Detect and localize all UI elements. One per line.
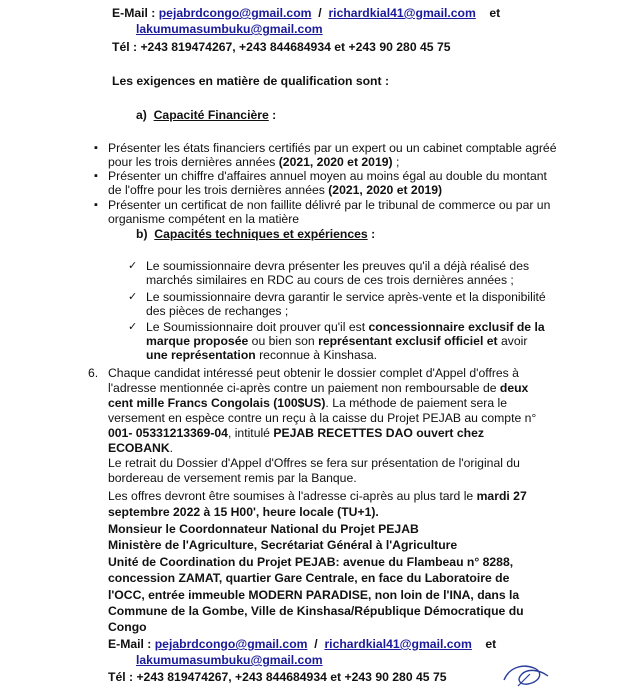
email-separator: / [314,637,318,651]
requirements-title: Les exigences en matière de qualification sont : [112,74,390,88]
item-6-line-4: versement en espèce contre un reçu à la caisse du Projet PEJAB au compte n° [108,411,537,425]
top-email-line [112,6,500,21]
square-bullet-icon: ▪ [94,142,98,154]
email-link-richard[interactable]: richardkial41@gmail.com [324,637,472,651]
item-6-line-7: Le retrait du Dossier d'Appel d'Offres se fera sur présentation de l'original du [108,456,520,470]
top-email-line-2 [136,22,323,37]
item-6-line-3: cent mille Francs Congolais (100$US). La méthode de paiement sera le [108,396,507,410]
checkmark-icon: ✓ [128,291,138,303]
section-a-label: a) [136,108,147,122]
email-link-pejab[interactable]: pejabrdcongo@gmail.com [158,6,312,20]
item-6-number: 6. [88,366,99,380]
section-a-item-2-line-2: de l'offre pour les trois dernières années (2021, 2020 et 2019) [108,183,443,197]
section-b-label: b) [136,227,148,241]
item-6-line-10: septembre 2022 à 15 H00', heure locale (TU+1). [108,505,379,519]
section-b-item-1-line-1: Le soumissionnaire devra présenter les preuves qu'il a déjà réalisé des [146,259,530,273]
item-6-line-17: Congo [108,620,147,634]
email-label: E-Mail : [112,6,156,20]
section-a-item-1-line-2: pour les trois dernières années (2021, 2020 et 2019) ; [108,155,400,169]
section-b-item-1-line-2: marchés similaires en RDC au cours de ces trois dernières années ; [146,273,514,287]
email-link-richard[interactable]: richardkial41@gmail.com [328,6,476,20]
item-6-line-8: bordereau de versement remis par la Banque. [108,471,357,485]
top-phone-line: Tél : +243 819474267, +243 844684934 et +243 90 280 45 75 [112,40,451,54]
section-a-item-3-line-1: Présenter un certificat de non faillite délivré par le tribunal de commerce ou par un [108,198,551,212]
section-b-item-2-line-2: des pièces de rechanges ; [146,304,289,318]
item-6-line-15: l'OCC, entrée immeuble MODERN PARADISE, non loin de l'INA, dans la [108,588,520,602]
email-separator: / [318,6,322,20]
bottom-phone-line: Tél : +243 819474267, +243 844684934 et +243 90 280 45 75 [108,670,447,684]
section-b-item-3-line-2: marque proposée ou bien son représentant exclusif officiel et avoir [146,334,528,348]
section-b-title: Capacités techniques et expériences [154,227,368,241]
item-6-line-14: concession ZAMAT, quartier Gare Centrale, en face du Laboratoire de [108,571,510,585]
section-b-heading: b) Capacités techniques et expériences : [136,227,376,241]
section-a-item-1-line-1: Présenter les états financiers certifiés par un expert ou un cabinet comptable agréé [108,141,557,155]
item-6-line-11: Monsieur le Coordonnateur National du Projet PEJAB [108,522,419,536]
section-a-heading: a) Capacité Financière : [136,108,277,122]
email-et: et [489,6,501,20]
email-label: E-Mail : [108,637,152,651]
item-6-line-6: ECOBANK. [108,441,174,455]
square-bullet-icon: ▪ [94,199,98,211]
bottom-email-line-2 [136,653,323,668]
item-6-line-9: Les offres devront être soumises à l'adresse ci-après au plus tard le mardi 27 [108,489,527,503]
item-6-line-16: Commune de la Gombe, Ville de Kinshasa/République Démocratique du [108,604,524,618]
checkmark-icon: ✓ [128,260,138,272]
item-6-line-12: Ministère de l'Agriculture, Secrétariat Général à l'Agriculture [108,538,458,552]
section-b-item-3-line-1: Le Soumissionnaire doit prouver qu'il est concessionnaire exclusif de la [146,320,545,334]
section-b-item-3-line-3: une représentation reconnue à Kinshasa. [146,348,377,362]
section-a-item-2-line-1: Présenter un chiffre d'affaires annuel moyen au moins égal au double du montant [108,169,547,183]
email-link-lakumu[interactable]: lakumumasumbuku@gmail.com [136,653,323,667]
bottom-email-line [108,637,496,652]
item-6-line-5: 001- 05331213369-04, intitulé PEJAB RECETTES DAO ouvert chez [108,426,484,440]
item-6-line-2: l'adresse mentionnée ci-après contre un paiement non remboursable de deux [108,381,529,395]
email-et: et [485,637,497,651]
email-link-lakumu[interactable]: lakumumasumbuku@gmail.com [136,22,323,36]
square-bullet-icon: ▪ [94,170,98,182]
section-a-item-3-line-2: organisme compétent en la matière [108,212,300,226]
signature-mark [500,660,552,688]
section-b-item-2-line-1: Le soumissionnaire devra garantir le service après-vente et la disponibilité [146,290,546,304]
item-6-line-1: Chaque candidat intéressé peut obtenir le dossier complet d'Appel d'offres à [108,366,519,380]
checkmark-icon: ✓ [128,321,138,333]
item-6-line-13: Unité de Coordination du Projet PEJAB: avenue du Flambeau n° 8288, [108,555,514,569]
section-a-title: Capacité Financière [153,108,269,122]
email-link-pejab[interactable]: pejabrdcongo@gmail.com [154,637,308,651]
